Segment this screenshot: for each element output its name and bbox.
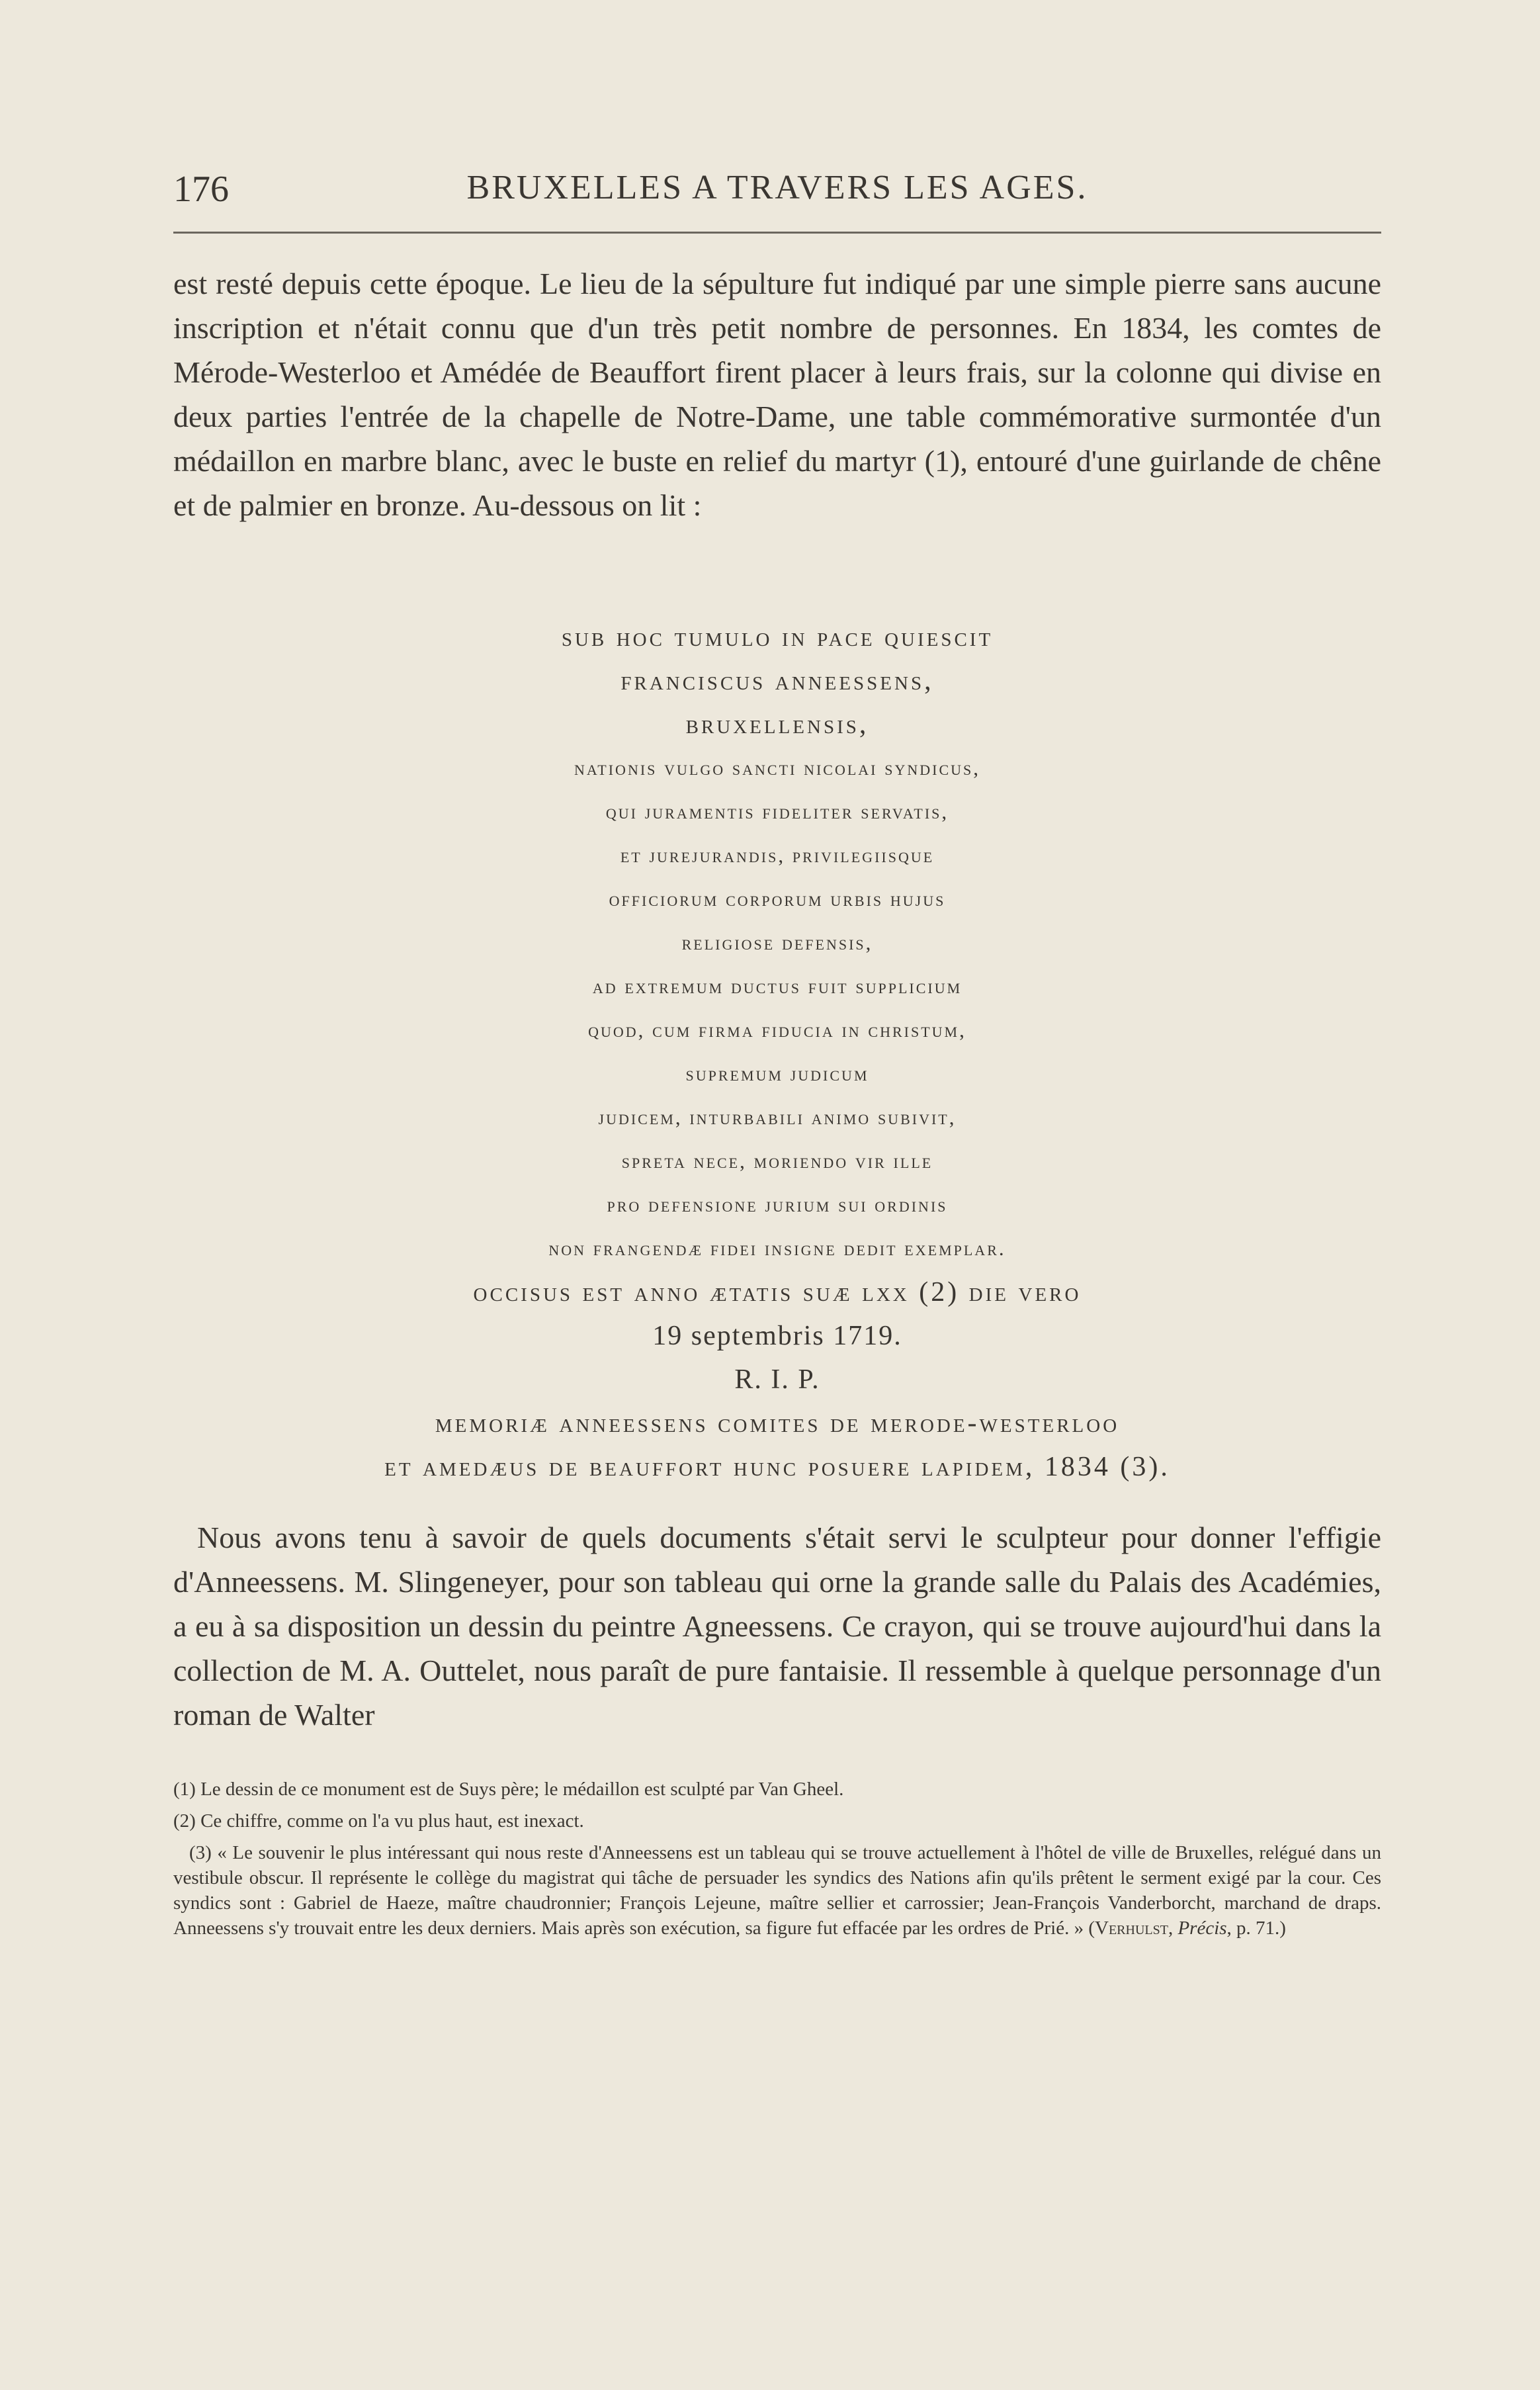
inscription-line: memoriæ anneessens comites de merode-westerloo [435, 1408, 1120, 1438]
inscription-line: et jurejurandis, privilegiisque [620, 844, 935, 867]
inscription-line: nationis vulgo sancti nicolai syndicus, [574, 756, 981, 779]
inscription-line: non frangendæ fidei insigne dedit exemplar. [548, 1237, 1006, 1260]
footnote-3-text: (3) « Le souvenir le plus intéressant qui nous reste d'Anneessens est un tableau qui se trouve actuellement à l'hôtel de ville de Bruxelles, relégué dans un vestibule obscur. Il représente le collège du magistrat qui tâche de persuader les syndics des Nations afin qu'ils prêtent le serment exigé par la cour. Ces syndics sont : Gabriel de Haeze, maître chaudronnier; François Lejeune, maître sellier et carrossier; Jean-François Vanderborcht, marchand de draps. Anneessens s'y trouvait entre les deux derniers. Mais après son exécution, sa figure fut effacée par les ordres de Prié. » ( [173, 1842, 1381, 1939]
inscription-line: spreta nece, moriendo vir ille [621, 1149, 933, 1173]
footnotes [173, 1777, 1381, 1947]
inscription-line: pro defensione jurium sui ordinis [607, 1193, 948, 1216]
inscription-line: R. I. P. [734, 1364, 820, 1395]
latin-inscription [173, 615, 1381, 1489]
inscription-line: sub hoc tumulo in pace quiescit [561, 622, 994, 652]
footnote-3-work: Précis [1177, 1918, 1227, 1939]
page-number: 176 [173, 169, 229, 210]
inscription-line: bruxellensis, [685, 709, 869, 740]
header-rule [173, 232, 1381, 234]
footnote-3-separator: , [1168, 1918, 1178, 1939]
inscription-line: quod, cum firma fiducia in christum, [588, 1018, 966, 1041]
running-title: BRUXELLES A TRAVERS LES AGES. [466, 169, 1088, 206]
inscription-line: qui juramentis fideliter servatis, [605, 800, 949, 823]
footnote-3 [173, 1840, 1381, 1941]
inscription-line: officiorum corporum urbis hujus [609, 887, 946, 910]
inscription-line: occisus est anno ætatis suæ lxx (2) die vero [473, 1277, 1082, 1307]
page-header [173, 165, 1381, 218]
inscription-line: 19 septembris 1719. [652, 1321, 902, 1351]
inscription-line: religiose defensis, [681, 931, 873, 954]
footnote-2: (2) Ce chiffre, comme on l'a vu plus haut, est inexact. [173, 1810, 584, 1832]
inscription-line: ad extremum ductus fuit supplicium [592, 975, 962, 998]
footnote-3-page: , p. 71.) [1226, 1918, 1286, 1939]
body-paragraph-1: est resté depuis cette époque. Le lieu de la sépulture fut indiqué par une simple pierre sans aucune inscription et n'était connu que d'un très petit nombre de personnes. En 1834, les comtes de Mérode-Westerloo et Amédée de Beauffort firent placer à leurs frais, sur la colonne qui divise en deux parties l'entrée de la chapelle de Notre-Dame, une table commémorative surmontée d'un médaillon en marbre blanc, avec le buste en relief du martyr (1), entouré d'une guirlande de chêne et de palmier en bronze. Au-dessous on lit : [173, 267, 1381, 522]
body-paragraph-2: Nous avons tenu à savoir de quels documents s'était servi le sculpteur pour donner l'effigie d'Anneessens. M. Slingeneyer, pour son tableau qui orne la grande salle du Palais des Académies, a eu à sa disposition un dessin du peintre Agneessens. Ce crayon, qui se trouve aujourd'hui dans la collection de M. A. Outtelet, nous paraît de pure fantaisie. Il ressemble à quelque personnage d'un roman de Walter [173, 1521, 1381, 1732]
footnote-3-author: Verhulst [1095, 1918, 1168, 1939]
inscription-line: supremum judicum [685, 1062, 869, 1085]
inscription-line: et amedæus de beauffort hunc posuere lapidem, 1834 (3). [384, 1452, 1170, 1482]
inscription-line: judicem, inturbabili animo subivit, [598, 1106, 957, 1129]
footnote-1: (1) Le dessin de ce monument est de Suys père; le médaillon est sculpté par Van Gheel. [173, 1779, 844, 1800]
inscription-line: franciscus anneessens, [620, 666, 934, 696]
